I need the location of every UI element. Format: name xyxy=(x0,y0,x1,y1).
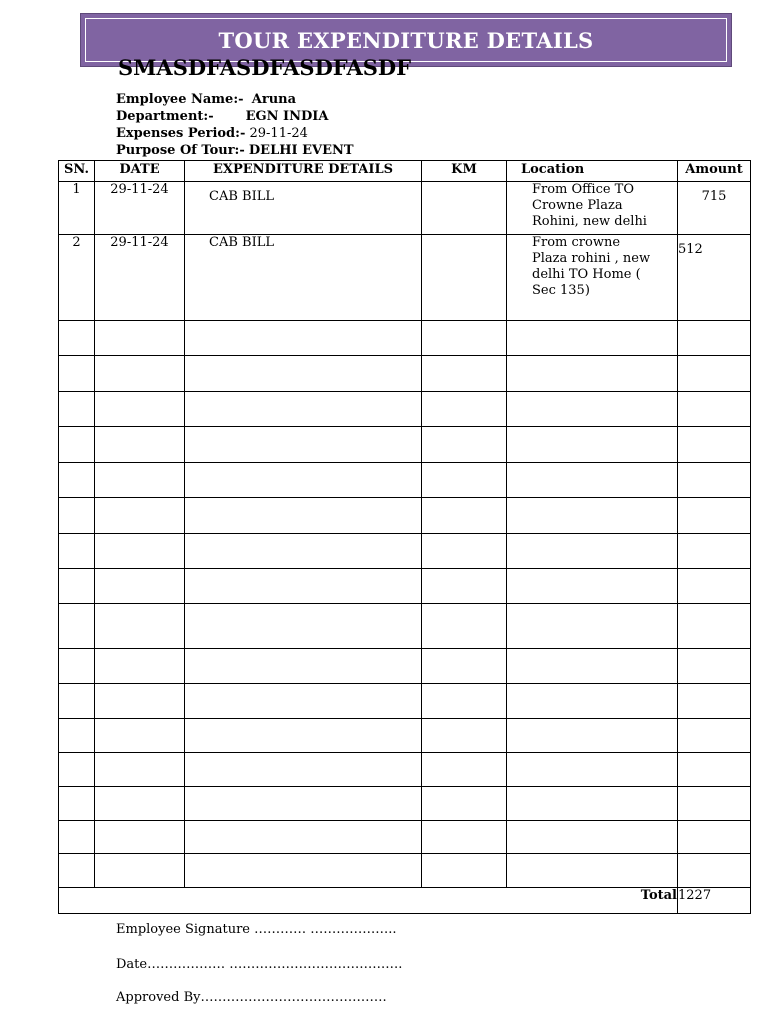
row-details: CAB BILL xyxy=(185,182,422,235)
row-details: CAB BILL xyxy=(185,235,422,321)
approved-by-line: Approved By……………………………………. xyxy=(116,990,387,1005)
table-row-empty xyxy=(59,427,751,463)
page-title: TOUR EXPENDITURE DETAILS xyxy=(218,28,594,53)
date-line: Date……………… …………………………………. xyxy=(116,957,403,972)
period-line xyxy=(116,126,308,141)
purpose-label: Purpose Of Tour:- xyxy=(116,143,245,158)
employee-name-value: Aruna xyxy=(251,92,297,107)
table-row-empty xyxy=(59,356,751,392)
total-row xyxy=(59,888,751,914)
table-row xyxy=(59,182,751,235)
period-value: 29-11-24 xyxy=(249,126,308,141)
table-row-empty xyxy=(59,649,751,684)
table-row-empty xyxy=(59,534,751,569)
header-expenditure-details: EXPENDITURE DETAILS xyxy=(185,161,422,182)
row-amount: 715 xyxy=(678,182,751,235)
table-row-empty xyxy=(59,821,751,854)
employee-name-line xyxy=(116,92,296,107)
row-km xyxy=(422,235,507,321)
department-label: Department:- xyxy=(116,109,214,124)
table-row-empty xyxy=(59,569,751,604)
department-line xyxy=(116,109,328,124)
table-row-empty xyxy=(59,604,751,649)
header-amount: Amount xyxy=(678,161,751,182)
total-label: Total xyxy=(59,888,678,914)
table-row-empty xyxy=(59,753,751,787)
expenditure-table xyxy=(58,160,751,914)
period-label: Expenses Period:- xyxy=(116,126,246,141)
row-date: 29-11-24 xyxy=(95,235,185,321)
row-location: From crowne Plaza rohini , new delhi TO Home ( Sec 135) xyxy=(507,235,678,321)
table-row-empty xyxy=(59,321,751,356)
table-row-empty xyxy=(59,787,751,821)
table-row-empty xyxy=(59,498,751,534)
table-row-empty xyxy=(59,854,751,888)
purpose-value: DELHI EVENT xyxy=(248,143,354,158)
header-date: DATE xyxy=(95,161,185,182)
row-sn: 2 xyxy=(59,235,95,321)
row-amount: 512 xyxy=(678,235,751,321)
header-location: Location xyxy=(507,161,678,182)
purpose-line xyxy=(116,143,354,158)
table-row xyxy=(59,235,751,321)
employee-name-label: Employee Name:- xyxy=(116,92,244,107)
row-sn: 1 xyxy=(59,182,95,235)
row-date: 29-11-24 xyxy=(95,182,185,235)
table-row-empty xyxy=(59,719,751,753)
table-row-empty xyxy=(59,392,751,427)
total-amount: 1227 xyxy=(678,888,751,914)
header-sn: SN. xyxy=(59,161,95,182)
table-header-row xyxy=(59,161,751,182)
header-km: KM xyxy=(422,161,507,182)
document-subtitle: SMASDFASDFASDFASDF xyxy=(118,55,412,80)
table-row-empty xyxy=(59,684,751,719)
table-row-empty xyxy=(59,463,751,498)
department-value: EGN INDIA xyxy=(245,109,329,124)
row-location: From Office TO Crowne Plaza Rohini, new delhi xyxy=(507,182,678,235)
row-km xyxy=(422,182,507,235)
employee-signature-line: Employee Signature ………… ……………….. xyxy=(116,922,397,937)
